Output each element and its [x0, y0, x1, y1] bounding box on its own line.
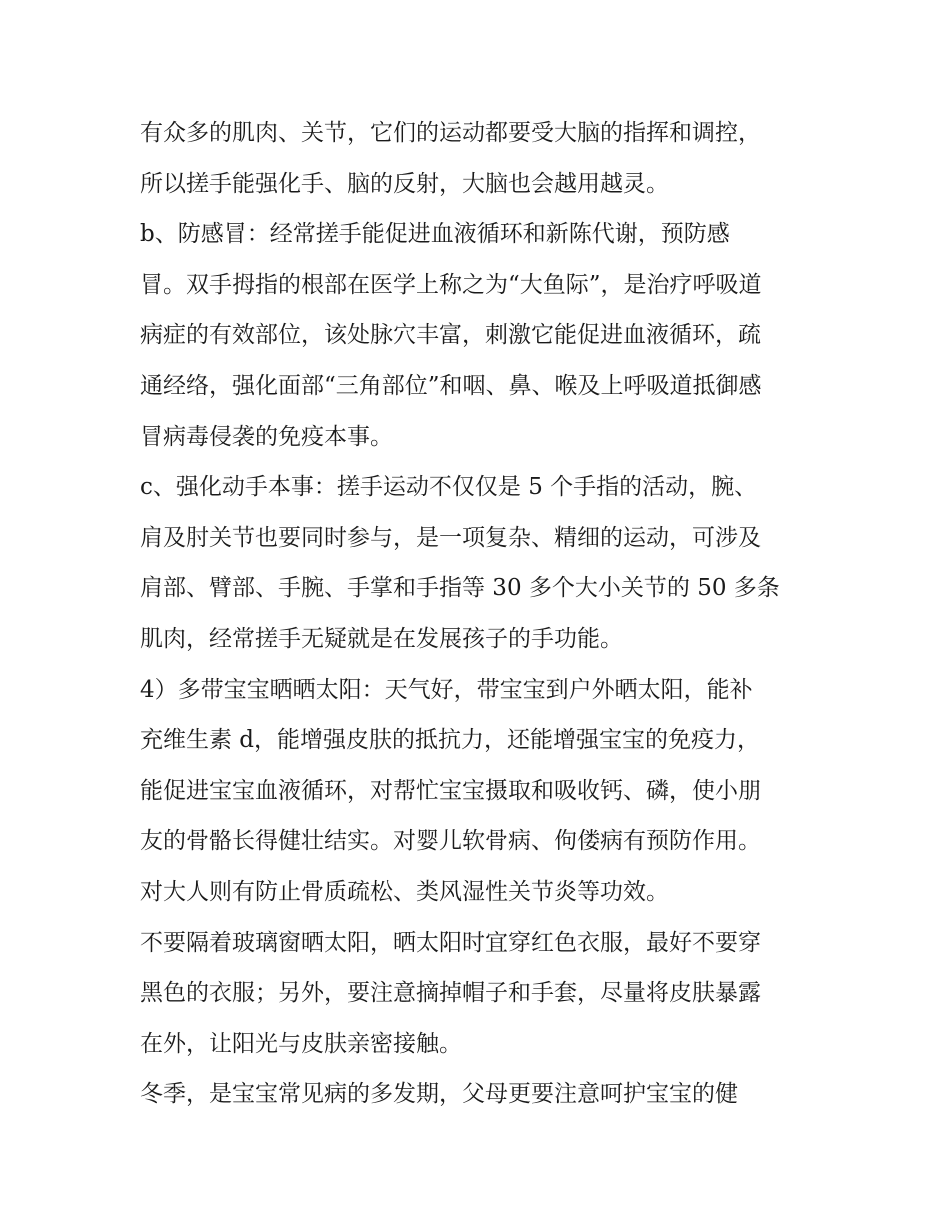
text-line: 黑色的衣服；另外，要注意摘掉帽子和手套，尽量将皮肤暴露	[140, 980, 761, 1007]
text-line: 有众多的肌肉、关节，它们的运动都要受大脑的指挥和调控，	[140, 120, 761, 146]
text-line: b、防感冒：经常搓手能促进血液循环和新陈代谢，预防感	[140, 221, 730, 248]
text-line: 冒病毒侵袭的免疫本事。	[140, 423, 393, 450]
text-line: 不要隔着玻璃窗晒太阳，晒太阳时宜穿红色衣服，最好不要穿	[140, 929, 761, 956]
text-line: 4）多带宝宝晒晒太阳：天气好，带宝宝到户外晒太阳，能补	[140, 676, 753, 703]
text-line: 肌肉，经常搓手无疑就是在发展孩子的手功能。	[140, 625, 623, 652]
text-line: 病症的有效部位，该处脉穴丰富，刺激它能促进血液循环，疏	[140, 322, 761, 349]
body-text	[140, 108, 820, 1120]
text-line: 通经络，强化面部“三角部位”和咽、鼻、喉及上呼吸道抵御感	[140, 372, 762, 399]
text-line: 在外，让阳光与皮肤亲密接触。	[140, 1030, 462, 1057]
text-line: 肩及肘关节也要同时参与，是一项复杂、精细的运动，可涉及	[140, 524, 761, 551]
text-line: 充维生素 d，能增强皮肤的抵抗力，还能增强宝宝的免疫力，	[140, 727, 761, 754]
text-line: 友的骨骼长得健壮结实。对婴儿软骨病、佝偻病有预防作用。	[140, 828, 761, 855]
text-line: c、强化动手本事：搓手运动不仅仅是 5 个手指的活动，腕、	[140, 474, 758, 501]
text-line: 所以搓手能强化手、脑的反射，大脑也会越用越灵。	[140, 170, 669, 197]
text-line: 冒。双手拇指的根部在医学上称之为“大鱼际”，是治疗呼吸道	[140, 271, 762, 298]
text-line: 对大人则有防止骨质疏松、类风湿性关节炎等功效。	[140, 878, 669, 905]
text-line: 能促进宝宝血液循环，对帮忙宝宝摄取和吸收钙、磷，使小朋	[140, 777, 761, 804]
text-line: 冬季，是宝宝常见病的多发期，父母更要注意呵护宝宝的健	[140, 1081, 738, 1108]
text-line: 肩部、臂部、手腕、手掌和手指等 30 多个大小关节的 50 多条	[140, 575, 780, 602]
